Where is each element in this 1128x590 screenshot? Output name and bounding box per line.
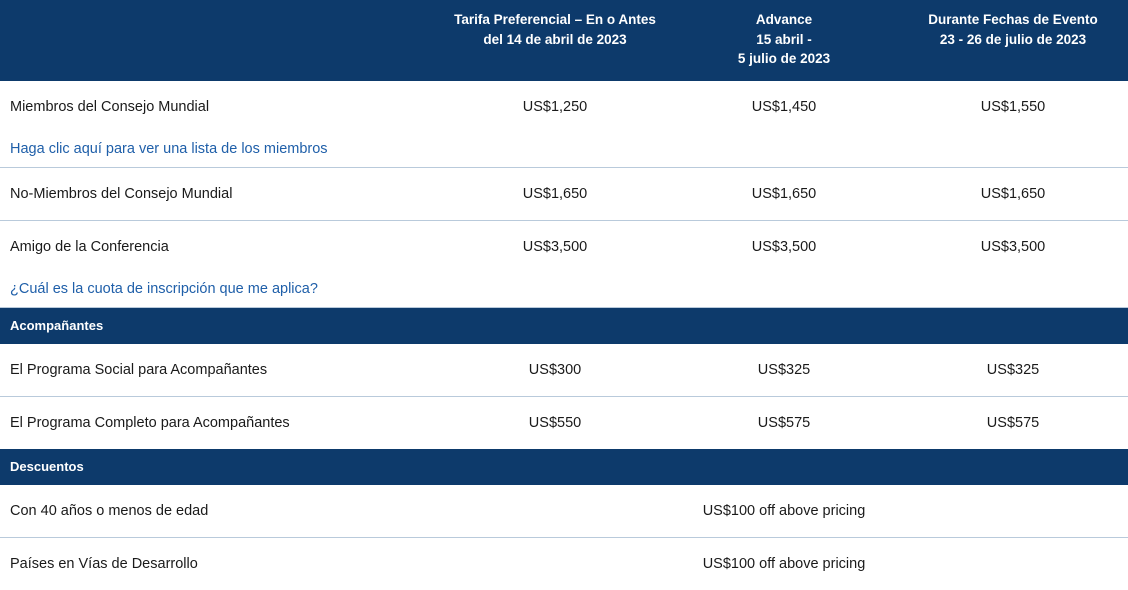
table-header-row <box>0 0 1128 81</box>
price-council-members-advance: US$1,450 <box>751 98 817 115</box>
row-label-conference-friend: Amigo de la Conferencia <box>10 238 169 255</box>
price-social-program-onsite: US$325 <box>898 344 1128 397</box>
table-row <box>0 344 1128 397</box>
price-full-program-advance: US$575 <box>757 414 811 431</box>
header-early-rate-line2: del 14 de abril de 2023 <box>483 31 627 47</box>
price-conference-friend-early: US$3,500 <box>522 238 588 255</box>
row-label-full-program: El Programa Completo para Acompañantes <box>10 414 290 431</box>
table-row <box>0 396 1128 449</box>
price-conference-friend-advance: US$3,500 <box>751 238 817 255</box>
section-header-companions <box>0 307 1128 344</box>
table-row <box>0 537 1128 590</box>
table-header <box>0 0 1128 81</box>
section-header-discounts-label: Descuentos <box>0 449 1128 485</box>
price-non-members-early: US$1,650 <box>440 167 670 220</box>
members-list-link[interactable]: Haga clic aquí para ver una lista de los miembros <box>10 140 328 157</box>
discount-note-developing: US$100 off above pricing <box>702 555 866 572</box>
table-row <box>0 485 1128 538</box>
table-row <box>0 167 1128 220</box>
table-row <box>0 81 1128 133</box>
price-conference-friend-onsite: US$3,500 <box>980 238 1046 255</box>
row-label-age-discount: Con 40 años o menos de edad <box>0 485 440 538</box>
which-fee-link[interactable]: ¿Cuál es la cuota de inscripción que me aplica? <box>10 280 318 297</box>
header-early-rate-line1: Tarifa Preferencial – En o Antes <box>454 12 656 27</box>
table-row <box>0 220 1128 273</box>
row-label-developing-countries: Países en Vías de Desarrollo <box>10 555 198 572</box>
header-onsite-line1: Durante Fechas de Evento <box>928 12 1098 27</box>
section-header-companions-label: Acompañantes <box>0 307 1128 344</box>
members-list-link-cell[interactable] <box>0 133 1128 168</box>
table-body <box>0 81 1128 590</box>
header-advance-line1: Advance <box>755 12 813 27</box>
price-non-members-advance: US$1,650 <box>670 167 898 220</box>
header-onsite-line2: 23 - 26 de julio de 2023 <box>939 31 1087 47</box>
header-cell-early-rate <box>440 0 670 81</box>
price-social-program-advance: US$325 <box>670 344 898 397</box>
price-council-members-early: US$1,250 <box>522 98 588 115</box>
discount-note-age: US$100 off above pricing <box>440 485 1128 538</box>
row-label-council-members: Miembros del Consejo Mundial <box>10 98 210 115</box>
price-council-members-onsite: US$1,550 <box>980 98 1046 115</box>
which-fee-link-cell[interactable] <box>0 273 1128 308</box>
header-advance-line2: 15 abril - <box>756 31 812 47</box>
header-cell-onsite <box>898 0 1128 81</box>
header-cell-blank <box>0 0 440 81</box>
price-social-program-early: US$300 <box>440 344 670 397</box>
price-full-program-onsite: US$575 <box>986 414 1040 431</box>
table-row-which-fee-link <box>0 273 1128 308</box>
row-label-social-program: El Programa Social para Acompañantes <box>0 344 440 397</box>
price-full-program-early: US$550 <box>528 414 582 431</box>
row-label-non-members: No-Miembros del Consejo Mundial <box>0 167 440 220</box>
table-row-members-link <box>0 133 1128 168</box>
header-cell-advance <box>670 0 898 81</box>
header-advance-line3: 5 julio de 2023 <box>737 51 831 67</box>
price-non-members-onsite: US$1,650 <box>898 167 1128 220</box>
